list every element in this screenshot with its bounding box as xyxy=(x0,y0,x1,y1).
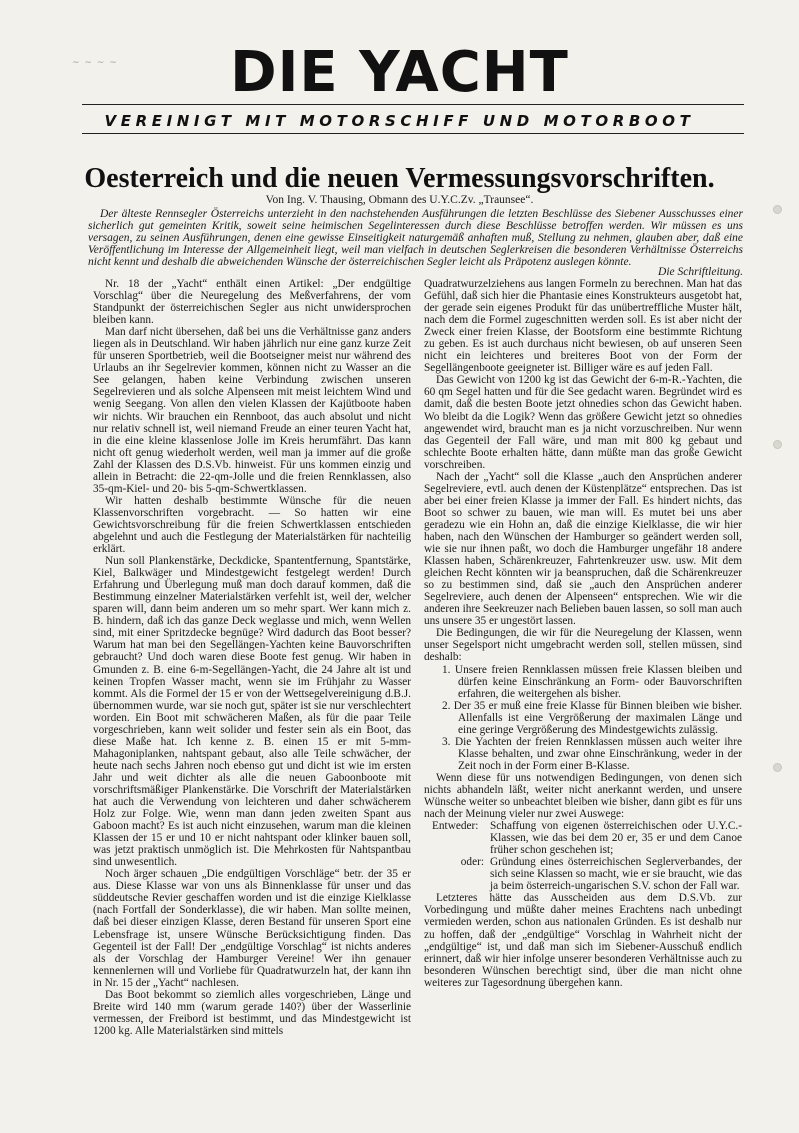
condition-item: 2. Der 35 er muß eine freie Klasse für Binnen bleiben wie bisher. Allenfalls ist eine Vergrößerung der maximalen Länge und eine geringe Vergrößerung des Mindestgewichts zulässig. xyxy=(442,699,742,736)
paragraph: Wir hatten deshalb bestimmte Wünsche für die neuen Klassenvorschriften vorgebracht. — So hatten wir eine Gewichtsvorschreibung für die freien Schwertklassen entschieden abgelehnt und auch die Festlegung der Materialstärken für nachteilig erklärt. xyxy=(93,494,411,556)
option-or-label: oder: xyxy=(460,856,484,869)
masthead-rule-bottom xyxy=(82,133,744,134)
paragraph: Das Gewicht von 1200 kg ist das Gewicht der 6-m-R.-Yachten, die 60 qm Segel hatten und für die See gedacht waren. Begründet wird es damit, daß die besten Boote jetzt ohnedies schon das Gewicht haben. Wo bleibt da die Logik? Wenn das größere Gewicht jetzt so ohnedies angewendet wird, braucht man es ja nicht vorzuschreiben. Nur wenn das Gegenteil der Fall wäre, und man mit 800 kg gebaut und schlechte Boote erhalten hätte, dann müßte man das große Gewicht vorschreiben. xyxy=(424,374,742,471)
paragraph: Nach der „Yacht“ soll die Klasse „auch den Ansprüchen anderer Segelreviere, evtl. auch denen der Küstenplätze“ entsprechen. Das ist aber bei einer freien Klasse ja immer der Fall. Es hindert nichts, das Boot so schwer zu bauen, wie man will. Es mutet bei uns aber geradezu wie ein Hohn an, daß die einzige Kielklasse, die wir hier haben, nach den Wünschen der Hamburger so geändert werden soll, wie sie nur ihnen paßt, wo doch die Hamburger ungefähr 18 andere Klassen haben, Schärenkreuzer, Fahrtenkreuzer usw. usw. Mit dem gleichen Recht könnten wir ja beanspruchen, daß die Schärenkreuzer so zu bestimmen sind, daß sie „auch den Ansprüchen anderer Segelreviere, auch denen der Alpenseen“ entsprechen. Wie wir die anderen ihre Seekreuzer nach Belieben bauen lassen, so soll man auch uns unsere 35 er ungestört lassen. xyxy=(424,470,742,628)
condition-item: 1. Unsere freien Rennklassen müssen freie Klassen bleiben und dürfen keine Einschränkung an Form- oder Bauvorschriften erfahren, die weitergehen als bisher. xyxy=(442,663,742,700)
paragraph: Man darf nicht übersehen, daß bei uns die Verhältnisse ganz anders liegen als in Deutschland. Wir haben jährlich nur eine ganz kurze Zeit für unseren Sportbetrieb, weil die Bootseigner meist nur während des Urlaubs an ihr Segelrevier kommen, können nicht zu Wasser an die See gelangen, haben keine Verbindung zwischen unseren Segelrevieren und als solche Alpenseen mit meist leichtem Wind und wenig Seegang. Von allen den vielen Klassen der Kajütboote haben wir nichts. Wir brauchen ein Rennboot, das auch absolut und nicht nur relativ schnell ist, weil niemand Freude an einer teuren Yacht hat, in die eine kleine klassenlose Jolle im Kreis herumfährt. Das kann nicht oft genug wiederholt werden, weil man ja immer auf die große Zahl der Klassen des D.S.Vb. hinweist. Für uns kommen einzig und allein in Betracht: die 22-qm-Jolle und die freien Rennklassen, also 35-qm-Kiel- und 20- bis 5-qm-Schwertklassen. xyxy=(93,326,411,495)
condition-item: 3. Die Yachten der freien Rennklassen müssen auch weiter ihre Klasse behalten, und zwar ohne Einschränkung, weder in der Zeit noch in der Form einer B-Klasse. xyxy=(442,735,742,772)
editorial-intro: Der älteste Rennsegler Österreichs unterzieht in den nachstehenden Ausführungen die letzten Beschlüsse des Siebener Ausschusses einer sicherlich gut gemeinten Kritik, soweit seine heimischen Segelinteressen durch diese Beschlüsse betroffen werden. Wir müssen es uns versagen, zu seinen Ausführungen, denen eine gewisse Einseitigkeit naturgemäß anhaften muß, Stellung zu nehmen, glauben aber, daß eine Veröffentlichung im Interesse der Allgemeinheit liegt, weil man vielfach in deutschen Seglerkreisen die besonderen Verhältnisse Österreichs nicht kennt und deshalb die abweichenden Wünsche der österreichischen Segler leicht als Präpotenz auslegen könnte. xyxy=(88,208,743,269)
option-or-text: Gründung eines österreichischen Seglerverbandes, der sich seine Klassen so macht, wie er sie braucht, wie das ja beim österreich-ungarischen S.V. schon der Fall war. xyxy=(490,856,742,893)
option-either-text: Schaffung von eigenen österreichischen oder U.Y.C.-Klassen, wie das bei dem 20 er, 35 er und dem Canoe früher schon geschehen ist; xyxy=(490,820,742,857)
paragraph: Nun soll Plankenstärke, Deckdicke, Spantentfernung, Spantstärke, Kiel, Balkwäger und Mindestgewicht festgelegt werden! Durch Erfahrung und Überlegung muß man doch darauf kommen, daß die Bestimmung einzelner Materialstärken verfehlt ist, weil der, welcher sparen will, dann beim anderen um so mehr spart. Wer kann mich z. B. hindern, daß ich das ganze Deck weglasse und mich, wenn Wellen sind, mit einer Spritzdecke begnüge? Wird dadurch das Boot besser? Warum hat man bei den Segellängen-Yachten keine Bauvorschriften gebraucht? Und doch waren diese Boote fest genug. Wir haben in Gmunden z. B. eine 6-m-Segellängen-Yacht, die 24 Jahre alt ist und keinen Tropfen Wasser macht, wenn sie im Frühjahr zu Wasser kommt. Als die Formel der 15 er von der Wettsegelvereinigung d.B.J. übernommen wurde, war sie noch gut, später ist sie nur verschlechtert worden. Ein Boot mit schwächeren Maßen, als für die paar Teile vorgeschrieben, kann weit solider und fester sein als ein Boot, das diese Maße hat. Ich kenne z. B. einen 15 er mit 5-mm-Mahagoniplanken, nahtspant gebaut, also alle Teile schwächer, der heute nach sechs Jahren noch ebenso gut und dicht ist wie im ersten Jahr und weit dichter als alle die neuen Gaboonboote mit vorschriftsmäßiger Plankenstärke. Die Vorschrift der Materialstärken hat auch die Verwendung von leichteren und daher schwächerem Holz zur Folge. Wie, wenn man dann jeden zweiten Spant aus Gaboon macht? Es ist auch nicht einzusehen, warum man die kleinen Klassen der 15 er und 10 er nicht nahtspant oder klinker bauen soll, was jetzt praktisch unmöglich ist. Die Mehrkosten für Nahtspantbau sind unwesentlich. xyxy=(93,555,411,869)
left-column xyxy=(93,278,411,1037)
scan-mark: ~ ~ ~ ~ xyxy=(72,58,118,68)
option-either xyxy=(424,820,742,856)
paragraph: Noch ärger schauen „Die endgültigen Vorschläge“ betr. der 35 er aus. Diese Klasse war von uns als Binnenklasse für unser und das süddeutsche Revier geschaffen worden und ist die einzige Kielklasse (nach Fortfall der Sonderklasse), die wir haben. Man sollte meinen, daß bei dieser einzigen Klasse, deren Bestand für unseren Sport eine Lebensfrage ist, unsere Wünsche Berücksichtigung finden. Das Gegenteil ist der Fall! Der „endgültige Vorschlag“ ist nichts anderes als der Vorschlag der Hamburger Vereine! Wer ihn genauer kennenlernen will und Vorliebe für Quadratwurzeln hat, der kann ihn in Nr. 15 der „Yacht“ nachlesen. xyxy=(93,868,411,989)
binder-hole xyxy=(773,205,782,214)
right-column xyxy=(424,278,742,989)
paragraph: Nr. 18 der „Yacht“ enthält einen Artikel: „Der endgültige Vorschlag“ über die Neuregelung des Meßverfahrens, der vom Standpunkt der österreichischen Segler aus nicht unwidersprochen bleiben kann. xyxy=(93,278,411,327)
paragraph-continued: Quadratwurzelziehens aus langen Formeln zu berechnen. Man hat das Gefühl, daß sich hier die Phantasie eines Konstrukteurs ausgetobt hat, der gerade sein eigenes Produkt für das unübertreffliche Muster hält, nach dem die Formel zugeschnitten werden soll. Es ist aber nicht der Zweck einer freien Klasse, der Bootsform eine bestimmte Richtung zu geben. Es ist auch durchaus nicht bewiesen, ob auf unseren Seen nicht ein leichteres und breiteres Boot von der Form der Segellängenboote geeigneter ist. Billiger wäre es auf jeden Fall. xyxy=(424,278,742,375)
article-title: Oesterreich und die neuen Vermessungsvorschriften. xyxy=(84,163,715,194)
conditions-list xyxy=(424,664,742,772)
masthead-subtitle: VEREINIGT MIT MOTORSCHIFF UND MOTORBOOT xyxy=(104,112,695,130)
masthead-title: DIE YACHT xyxy=(230,40,569,105)
option-or xyxy=(424,856,742,892)
paragraph: Die Bedingungen, die wir für die Neuregelung der Klassen, wenn unser Segelsport nicht umgebracht werden soll, stellen müssen, sind deshalb: xyxy=(424,627,742,664)
paragraph: Das Boot bekommt so ziemlich alles vorgeschrieben, Länge und Breite wird 140 mm (warum gerade 140?) über der Wasserlinie vermessen, der Freibord ist bestimmt, und das Mindestgewicht ist 1200 kg. Alle Materialstärken sind mittels xyxy=(93,988,411,1037)
paragraph: Wenn diese für uns notwendigen Bedingungen, von denen sich nichts abhandeln läßt, weiter nicht anerkannt werden, und unsere Wünsche weiter so unbeachtet bleiben wie bisher, dann gibt es für uns nach der Meinung vieler nur zwei Auswege: xyxy=(424,771,742,821)
masthead-rule-top xyxy=(82,104,744,105)
editorial-signature: Die Schriftleitung. xyxy=(658,266,743,278)
binder-hole xyxy=(773,440,782,449)
article-byline: Von Ing. V. Thausing, Obmann des U.Y.C.Zv. „Traunsee“. xyxy=(265,194,534,206)
binder-hole xyxy=(773,763,782,772)
option-either-label: Entweder: xyxy=(432,820,479,833)
paragraph: Letzteres hätte das Ausscheiden aus dem D.S.Vb. zur Vorbedingung und müßte daher meines Erachtens nach unbedingt vermieden werden, schon aus nationalen Gründen. Es ist deshalb nur zu hoffen, daß der „endgültige“ Vorschlag in Wahrheit nicht der „endgültige“ ist, und daß man sich im Siebener-Ausschuß endlich erinnert, daß wir hier infolge unserer besonderen Verhältnisse auch zu besonderen Wünschen berechtigt sind, über die man nicht ohne weiteres zur Tagesordnung übergehen kann. xyxy=(424,892,742,989)
